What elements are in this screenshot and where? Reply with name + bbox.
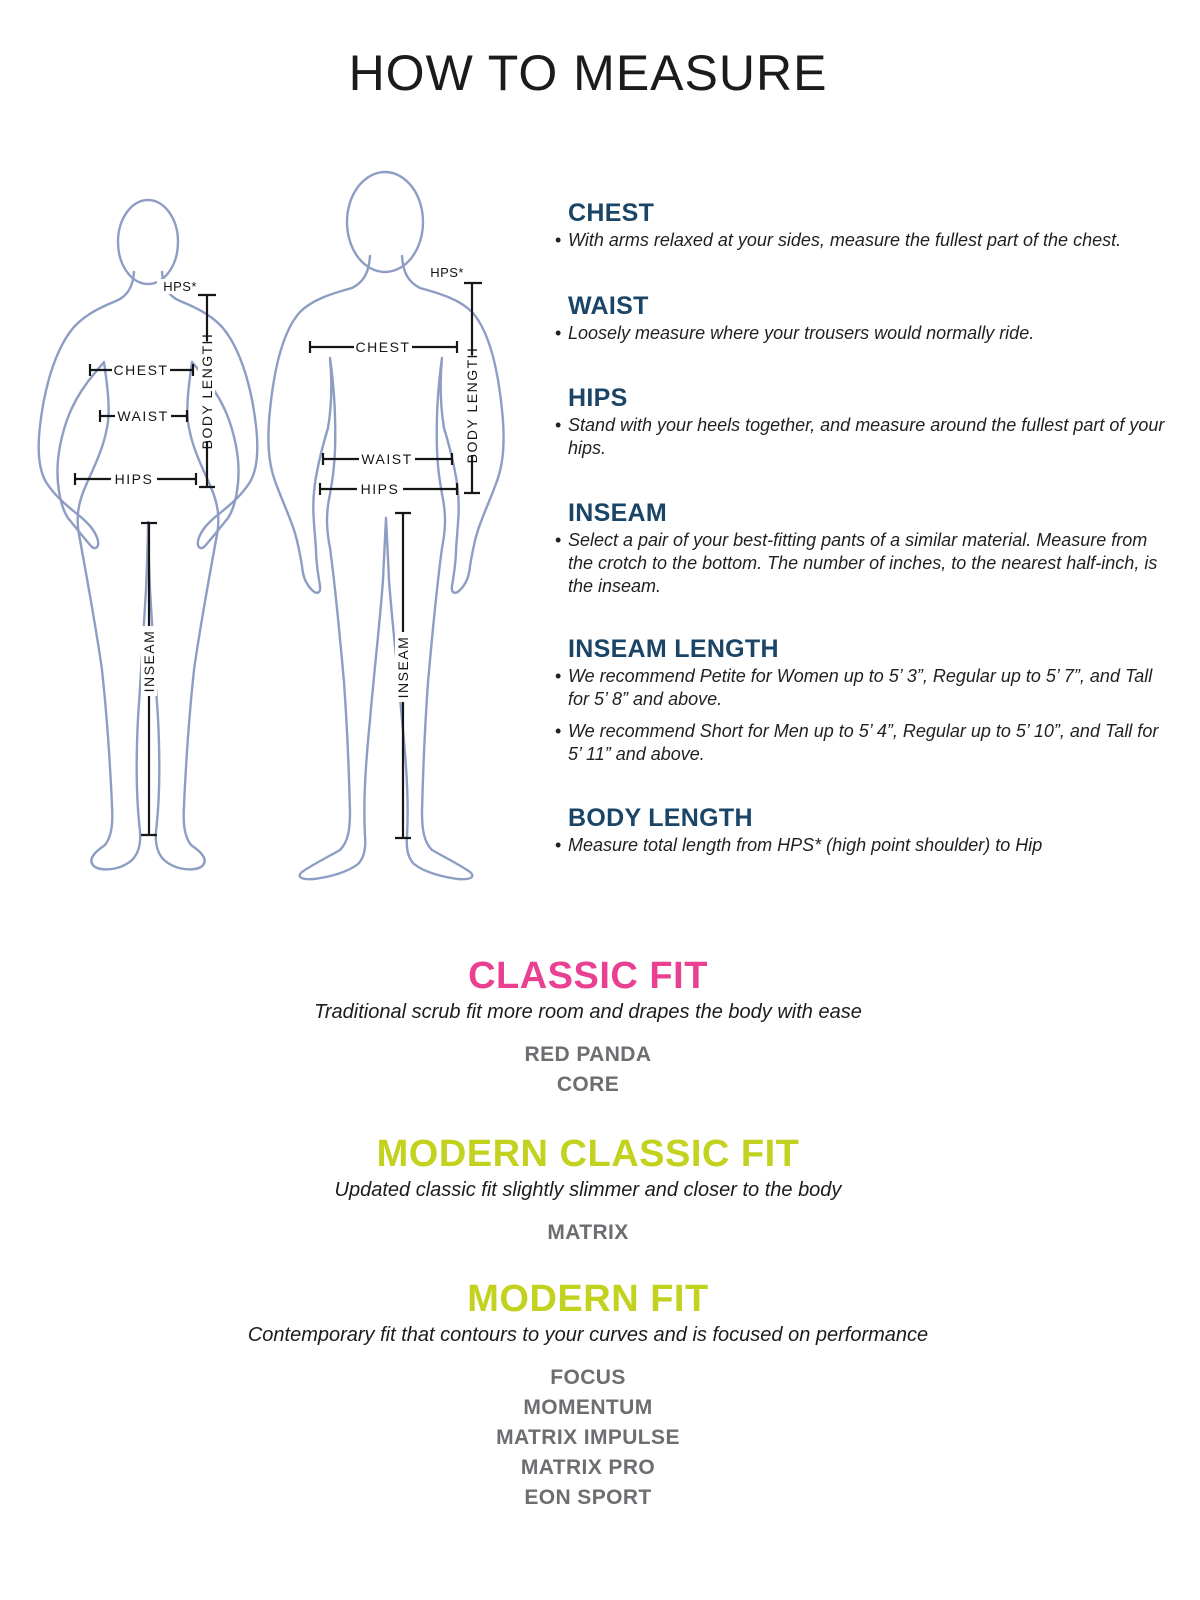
section-hips-bullet-text: Stand with your heels together, and measure around the fullest part of your hips.	[568, 415, 1165, 458]
male-head	[347, 172, 423, 272]
male-waist-label: WAIST	[361, 451, 413, 467]
section-waist-heading: WAIST	[568, 292, 649, 320]
section-body-length	[553, 805, 1167, 866]
fit-modern-classic	[0, 1130, 1176, 1248]
section-chest	[553, 200, 1167, 261]
section-inseam-length-bullet-1-text: We recommend Petite for Women up to 5’ 3”, Regular up to 5’ 7”, and Tall for 5’ 8” and above.	[568, 666, 1153, 709]
fit-modern-classic-products	[0, 1218, 1176, 1248]
female-hips-label: HIPS	[114, 471, 154, 487]
section-body-length-bullet	[553, 834, 1167, 857]
fit-product: CORE	[556, 1073, 620, 1096]
bullet-glyph: •	[555, 666, 562, 686]
fit-modern-classic-description: Updated classic fit slightly slimmer and closer to the body	[334, 1179, 842, 1201]
section-chest-bullet-text: With arms relaxed at your sides, measure the fullest part of the chest.	[568, 230, 1122, 250]
bullet-glyph: •	[555, 415, 562, 435]
bullet-glyph: •	[555, 835, 562, 855]
section-inseam-heading: INSEAM	[568, 499, 668, 527]
fit-modern-title: MODERN FIT	[467, 1278, 709, 1320]
section-inseam-length-bullet-2-text: We recommend Short for Men up to 5’ 4”, Regular up to 5’ 10”, and Tall for 5’ 11” and above.	[568, 721, 1159, 764]
section-waist	[553, 293, 1167, 354]
fit-modern	[0, 1275, 1176, 1513]
male-inseam-label: INSEAM	[395, 635, 411, 699]
fit-classic-description: Traditional scrub fit more room and drapes the body with ease	[314, 1001, 862, 1023]
female-chest-label: CHEST	[113, 362, 169, 378]
fit-product: FOCUS	[550, 1366, 626, 1389]
male-hps-label: HPS*	[430, 265, 464, 280]
fit-product: MOMENTUM	[523, 1396, 653, 1419]
fit-modern-description: Contemporary fit that contours to your curves and is focused on performance	[247, 1324, 929, 1346]
male-figure	[268, 172, 503, 879]
fit-product: RED PANDA	[524, 1043, 652, 1066]
female-body-length-label-group	[198, 333, 215, 450]
female-hps-label: HPS*	[163, 279, 197, 294]
female-inseam-label-group	[141, 626, 157, 696]
section-chest-bullet	[553, 229, 1167, 252]
bullet-glyph: •	[555, 230, 562, 250]
fit-classic-products	[0, 1040, 1176, 1100]
bullet-glyph: •	[555, 721, 562, 741]
section-chest-heading: CHEST	[568, 199, 655, 227]
male-inseam-label-group	[395, 632, 411, 702]
section-inseam-length-heading: INSEAM LENGTH	[568, 635, 779, 663]
female-measurements	[75, 279, 216, 835]
section-body-length-bullet-text: Measure total length from HPS* (high point shoulder) to Hip	[568, 835, 1043, 855]
male-body-length-label: BODY LENGTH	[464, 346, 480, 464]
female-body-length-label: BODY LENGTH	[199, 332, 215, 450]
bullet-glyph: •	[555, 323, 562, 343]
section-hips	[553, 385, 1167, 469]
section-inseam-bullet-text: Select a pair of your best-fitting pants of a similar material. Measure from the crotch to the bottom. The number of inches, to the nearest half-inch, is the inseam.	[568, 530, 1158, 596]
section-inseam-bullet	[553, 529, 1167, 598]
measurement-diagram	[30, 160, 540, 890]
fit-product: EON SPORT	[524, 1486, 652, 1509]
section-inseam-length	[553, 636, 1167, 775]
fit-classic	[0, 952, 1176, 1100]
male-body-length-label-group	[463, 347, 480, 464]
male-chest-label: CHEST	[355, 339, 411, 355]
section-waist-bullet-text: Loosely measure where your trousers would normally ride.	[568, 323, 1035, 343]
fit-product: MATRIX IMPULSE	[496, 1426, 680, 1449]
male-hips-label: HIPS	[360, 481, 400, 497]
section-waist-bullet	[553, 322, 1167, 345]
fit-modern-products	[0, 1363, 1176, 1513]
fit-modern-classic-title: MODERN CLASSIC FIT	[376, 1133, 800, 1175]
section-body-length-heading: BODY LENGTH	[568, 804, 753, 832]
bullet-glyph: •	[555, 530, 562, 550]
section-inseam	[553, 500, 1167, 607]
female-waist-label: WAIST	[117, 408, 169, 424]
section-hips-heading: HIPS	[568, 384, 628, 412]
female-inseam-label: INSEAM	[141, 629, 157, 693]
female-head	[118, 200, 178, 284]
page-title: HOW TO MEASURE	[348, 45, 828, 101]
section-inseam-length-bullet-2	[553, 720, 1167, 766]
section-inseam-length-bullet-1	[553, 665, 1167, 711]
section-hips-bullet	[553, 414, 1167, 460]
fit-product: MATRIX PRO	[520, 1456, 656, 1479]
fit-classic-title: CLASSIC FIT	[468, 955, 708, 997]
fit-product: MATRIX	[547, 1221, 629, 1244]
